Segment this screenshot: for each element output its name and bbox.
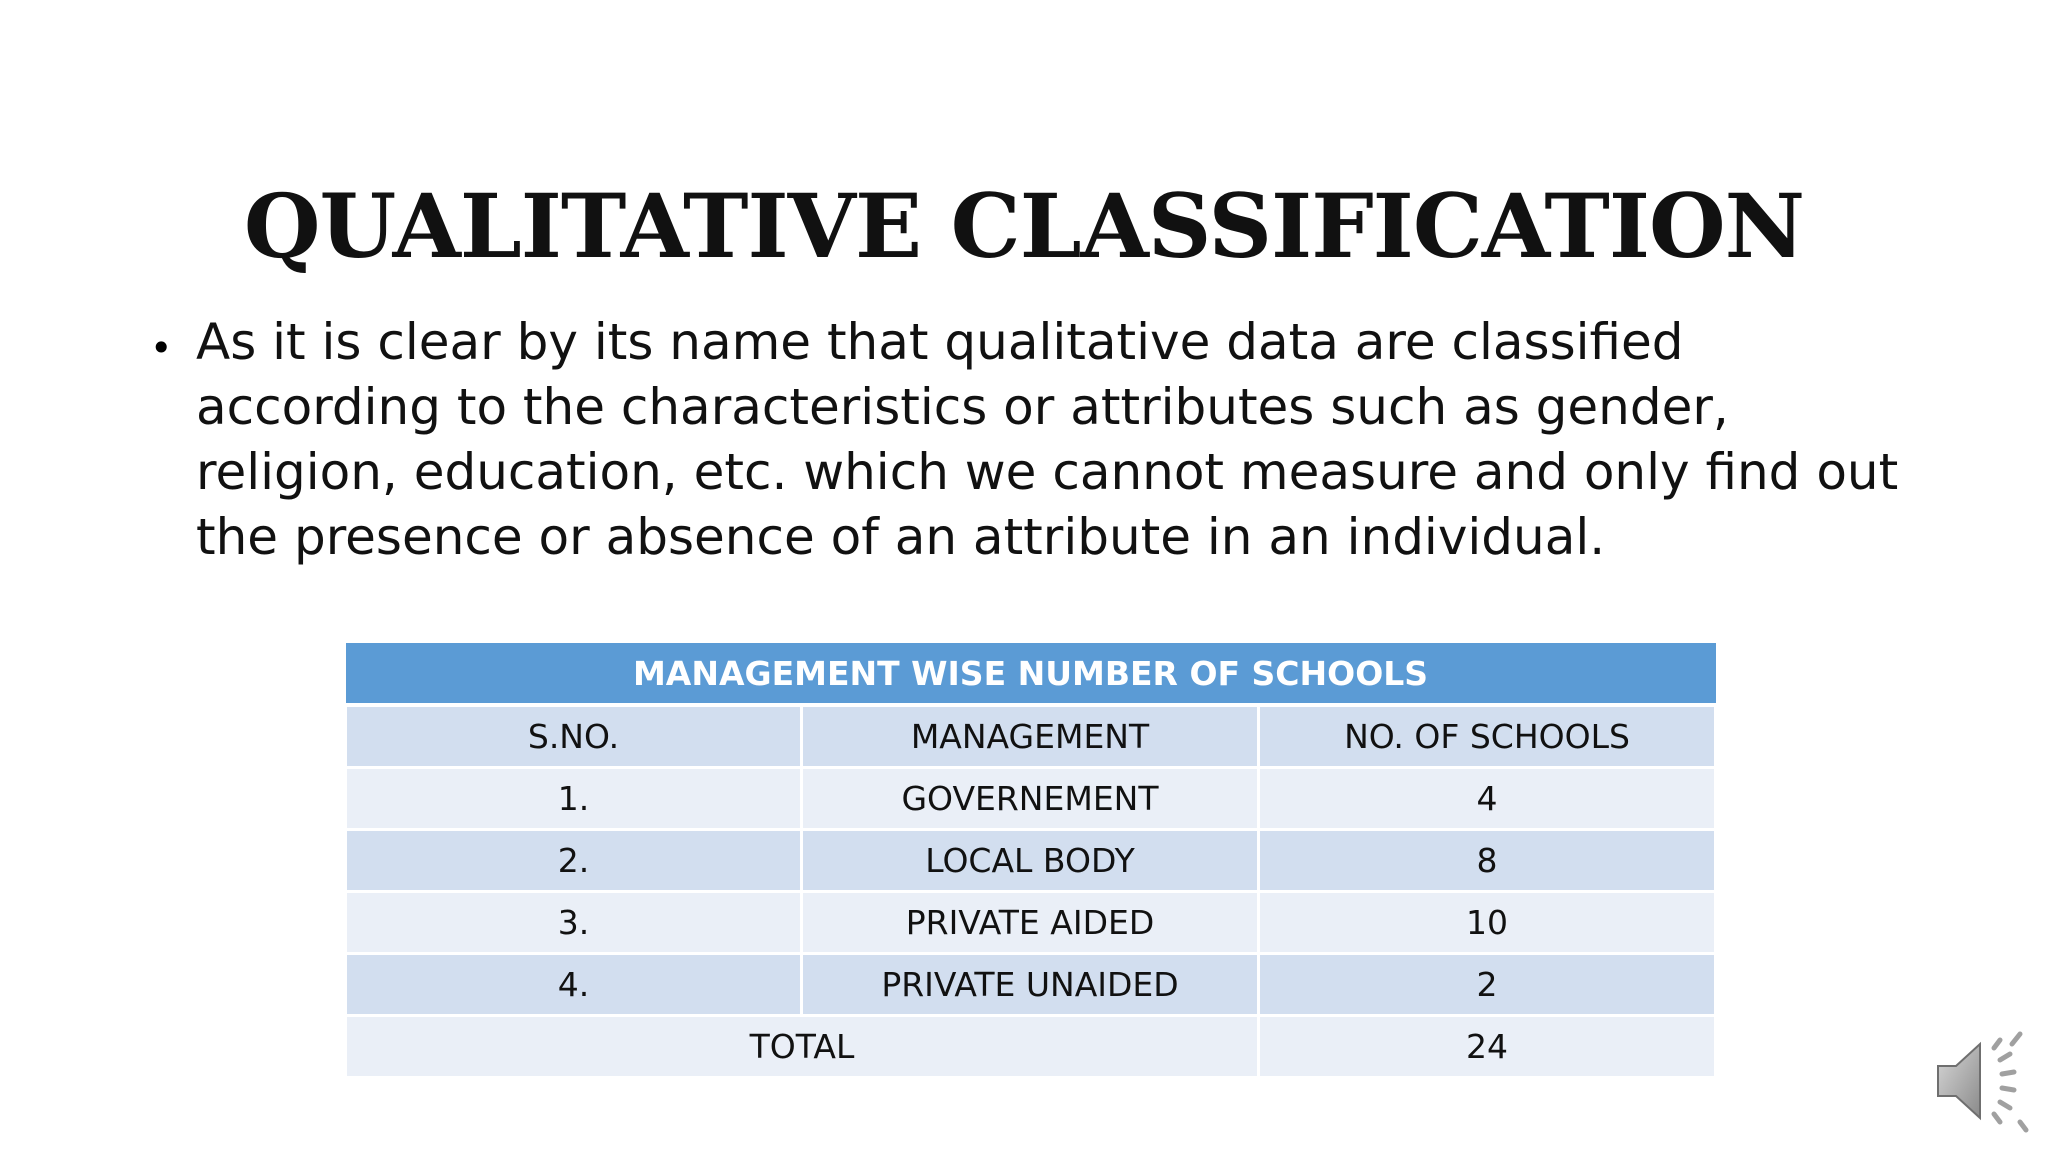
speaker-icon[interactable] (1928, 1026, 2038, 1136)
row-sno: 2. (346, 830, 802, 892)
table-header-row (346, 705, 1716, 768)
row-sno: 4. (346, 954, 802, 1016)
bullet-text: As it is clear by its name that qualitative data are classified according to the characteristics or attributes such as gender, religion, education, etc. which we cannot measure and only find out the presence or absence of an attribute in an individual. (196, 313, 1899, 566)
bullet-paragraph (150, 310, 1910, 570)
table-row (346, 768, 1716, 830)
row-count: 10 (1259, 892, 1716, 954)
row-management: LOCAL BODY (802, 830, 1259, 892)
table-row (346, 954, 1716, 1016)
row-sno: 1. (346, 768, 802, 830)
table-row (346, 892, 1716, 954)
header-sno: S.NO. (346, 705, 802, 768)
row-count: 4 (1259, 768, 1716, 830)
table-caption: MANAGEMENT WISE NUMBER OF SCHOOLS (346, 643, 1716, 705)
header-management: MANAGEMENT (802, 705, 1259, 768)
row-count: 8 (1259, 830, 1716, 892)
schools-table (344, 643, 1714, 1079)
slide-title: QUALITATIVE CLASSIFICATION (243, 173, 1805, 278)
total-value: 24 (1259, 1016, 1716, 1078)
row-management: PRIVATE AIDED (802, 892, 1259, 954)
table-row (346, 830, 1716, 892)
row-sno: 3. (346, 892, 802, 954)
table-total-row (346, 1016, 1716, 1078)
row-count: 2 (1259, 954, 1716, 1016)
bullet-dot-icon: • (150, 326, 173, 370)
row-management: PRIVATE UNAIDED (802, 954, 1259, 1016)
total-label: TOTAL (346, 1016, 1259, 1078)
row-management: GOVERNEMENT (802, 768, 1259, 830)
header-count: NO. OF SCHOOLS (1259, 705, 1716, 768)
